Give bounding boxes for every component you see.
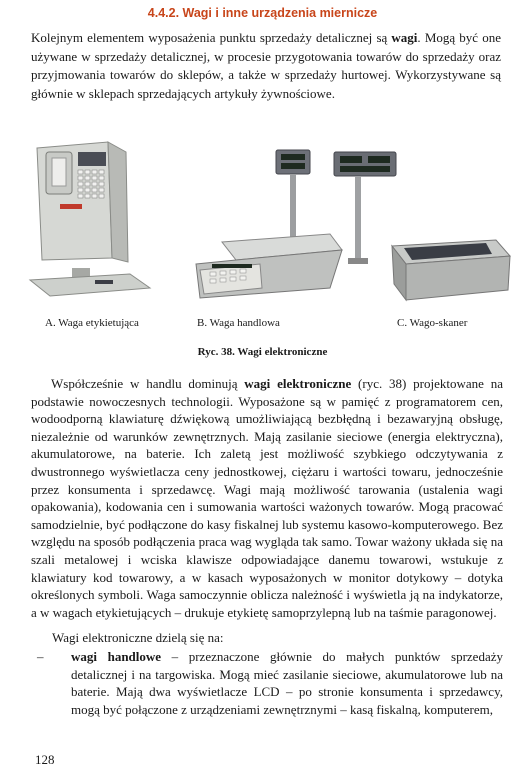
scanner-scale-image	[334, 152, 510, 300]
figure-title: Ryc. 38. Wagi elektroniczne	[197, 346, 328, 358]
section-heading: 4.4.2. Wagi i inne urządzenia miernicze	[147, 6, 378, 20]
intro-paragraph	[31, 29, 501, 103]
intro-text-before: Kolejnym elementem wyposażenia punktu sprzedaży detalicznej są	[31, 30, 392, 45]
caption-labeling-scale: A. Waga etykietująca	[45, 317, 139, 329]
caption-retail-scale: B. Waga handlowa	[197, 317, 280, 329]
list-item-term: wagi handlowe	[71, 649, 162, 664]
body-text-before: Współcześnie w handlu dominują	[51, 376, 245, 391]
intro-text-after: . Mogą być one używane w sprzedaży detalicznej, w procesie przygotowania towarów do sprzedaży oraz przyjmowania towarów do sklepów, a także w sprzedaży hurtowej. Wykorzystywane są głównie w sklepach sprzedających artykuły żywnościowe.	[31, 30, 501, 101]
list-dash: –	[37, 649, 44, 664]
scales-figure	[0, 138, 525, 338]
main-paragraph	[31, 375, 503, 621]
body-text-after: (ryc. 38) projektowane na podstawie nowoczesnych technologii. Wyposażone są w pamięć z programatorem cen, wodoodporną klawiaturę dźwiękową umożliwiającą bezbłędną i bezawaryjną obsługę, niezależnie od warunków zewnętrznych. Mają zasilanie sieciowe (energia elektryczna), akumulatorowe, na baterie. Ich zaletą jest możliwość szybkiego odczytywania z dwustronnego wyświetlacza ceny jednostkowej, ciężaru i wartości towaru, jednocześnie przez konsumenta i sprzedawcę. Wagi mają możliwość tarowania (ustalenia wagi opakowania), kodowania cen i sumowania wartości ważonych towarów. Mogą pracować samodzielnie, być podłączone do kasy fiskalnej lub systemu kasowo-komputerowego. Bez względu na sposób podłączenia praca wag wygląda tak samo. Towar ważony układa się na szali metalowej i wciska klawisze odpowiadające danemu towarowi, wstukuje z klawiatury kod towarowy, a w kasach wyposażonych w monitor dotykowy – dotyka określonych symboli. Waga samoczynnie oblicza należność i wyświetla ją na indykatorze, a w wagach etykietujących – drukuje etykietę samoprzylepną lub na taśmie paragonowej.	[31, 376, 503, 620]
labeling-scale-image	[30, 142, 150, 296]
list-item-text: – przeznaczone głównie do małych punktów sprzedaży detalicznej i na targowiska. Mogą mieć zasilanie sieciowe, akumulatorowe lub na baterie. Mają dwa wyświetlacze LCD – po stronie konsumenta i sprzedawcy, mogą być połączone z urządzeniami zewnętrznymi – kasą fiskalną, komputerem,	[71, 649, 503, 717]
division-intro: Wagi elektroniczne dzielą się na:	[52, 630, 224, 645]
page-number: 128	[35, 752, 55, 767]
retail-scale-image	[196, 150, 342, 298]
intro-bold-term: wagi	[391, 30, 418, 45]
body-bold-term: wagi elektroniczne	[244, 376, 352, 391]
list-item	[31, 648, 503, 718]
scales-illustration	[0, 138, 525, 313]
caption-scanner-scale: C. Wago-skaner	[397, 317, 468, 329]
